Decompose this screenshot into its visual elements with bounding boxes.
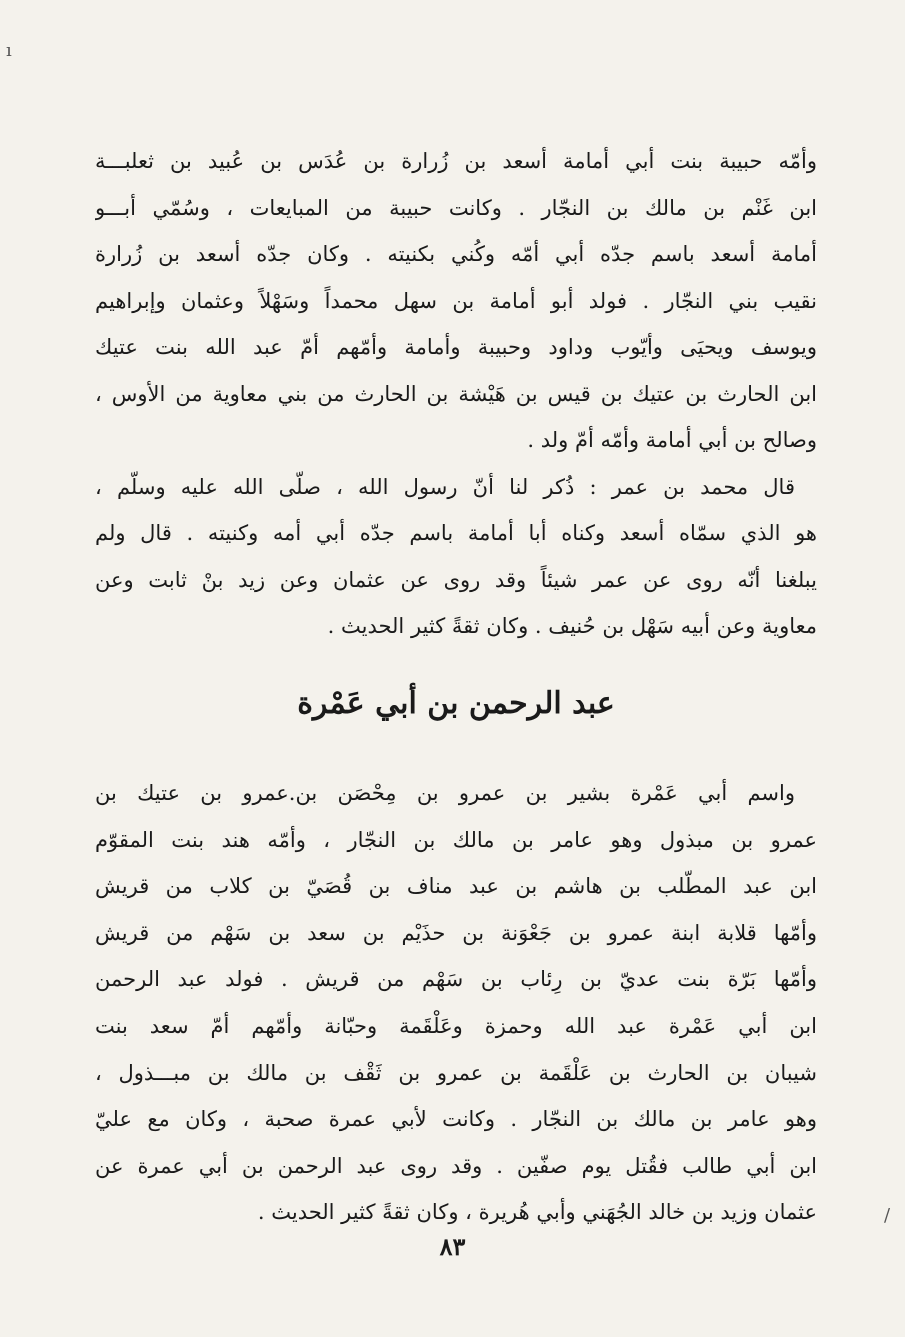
text-line: عمرو بن مبذول وهو عامر بن مالك بن النجّار ، وأمّه هند بنت المقوّم bbox=[95, 827, 817, 852]
text-line: هو الذي سمّاه أسعد وكناه أبا أمامة باسم جدّه أبي أمه وكنيته . قال ولم bbox=[95, 521, 817, 545]
text-line: ويوسف ويحيَى وأيّوب وداود وحبيبة وأمامة وأمّهم أمّ عبد الله بنت عتيك bbox=[95, 335, 817, 359]
text-line: يبلغنا أنّه روى عن عمر شيئاً وقد روى عن عثمان وعن زيد بنْ ثابت وعن bbox=[95, 567, 817, 592]
text-line: ابن عبد المطّلب بن هاشم بن عبد مناف بن قُصَيّ بن كلاب من قريش bbox=[95, 874, 817, 899]
margin-mark-right: / bbox=[884, 1205, 891, 1226]
text-line: عثمان وزيد بن خالد الجُهَني وأبي هُريرة ، وكان ثقةً كثير الحديث . bbox=[257, 1200, 817, 1225]
section1-text bbox=[95, 138, 817, 650]
text-line: واسم أبي عَمْرة بشير بن عمرو بن مِحْصَن بن.عمرو بن عتيك بن bbox=[95, 781, 795, 805]
text-line: وأمّها بَرّة بنت عديّ بن رِئاب بن سَهْم من قريش . فولد عبد الرحمن bbox=[95, 967, 817, 992]
text-line: قال محمد بن عمر : ذُكر لنا أنّ رسول الله ، صلّى الله عليه وسلّم ، bbox=[95, 474, 795, 499]
text-line: أمامة أسعد باسم جدّه أبي أمّه وكُني بكنيته . وكان جدّه أسعد بن زُرارة bbox=[95, 242, 817, 266]
text-line: ابن أبي طالب فقُتل يوم صفّين . وقد روى عبد الرحمن بن أبي عمرة عن bbox=[95, 1153, 817, 1178]
text-line: وأمّه حبيبة بنت أبي أمامة أسعد بن زُرارة بن عُدَس بن عُبيد بن ثعلبـــة bbox=[95, 149, 817, 173]
text-line: ابن أبي عَمْرة عبد الله وحمزة وعَلْقَمة وحبّانة وأمّهم أمّ سعد بنت bbox=[95, 1013, 817, 1038]
page-number: ٨٣ bbox=[439, 1232, 466, 1261]
margin-mark-left: ı bbox=[6, 40, 12, 61]
text-line: وصالح بن أبي أمامة وأمّه أمّ ولد . bbox=[527, 428, 817, 452]
text-line: معاوية وعن أبيه سَهْل بن حُنيف . وكان ثقةً كثير الحديث . bbox=[327, 614, 817, 638]
text-line: وهو عامر بن مالك بن النجّار . وكانت لأبي عمرة صحبة ، وكان مع عليّ bbox=[95, 1107, 817, 1132]
section-title: عبد الرحمن بن أبي عَمْرة bbox=[297, 686, 615, 721]
text-line: ابن غَنْم بن مالك بن النجّار . وكانت حبيبة من المبايعات ، وسُمّي أبـــو bbox=[95, 195, 817, 220]
text-line: وأمّها قلابة ابنة عمرو بن جَعْوَنة بن حذَيْم بن سعد بن سَهْم من قريش bbox=[95, 920, 817, 945]
section2-text bbox=[95, 770, 817, 1236]
text-line: شيبان بن الحارث بن عَلْقَمة بن عمرو بن ثَقْف بن مالك بن مبـــذول ، bbox=[95, 1060, 817, 1085]
text-line: نقيب بني النجّار . فولد أبو أمامة بن سهل محمداً وسَهْلاً وعثمان وإبراهيم bbox=[95, 288, 817, 313]
text-line: ابن الحارث بن عتيك بن قيس بن هَيْشة بن الحارث من بني معاوية من الأوس ، bbox=[95, 381, 817, 406]
